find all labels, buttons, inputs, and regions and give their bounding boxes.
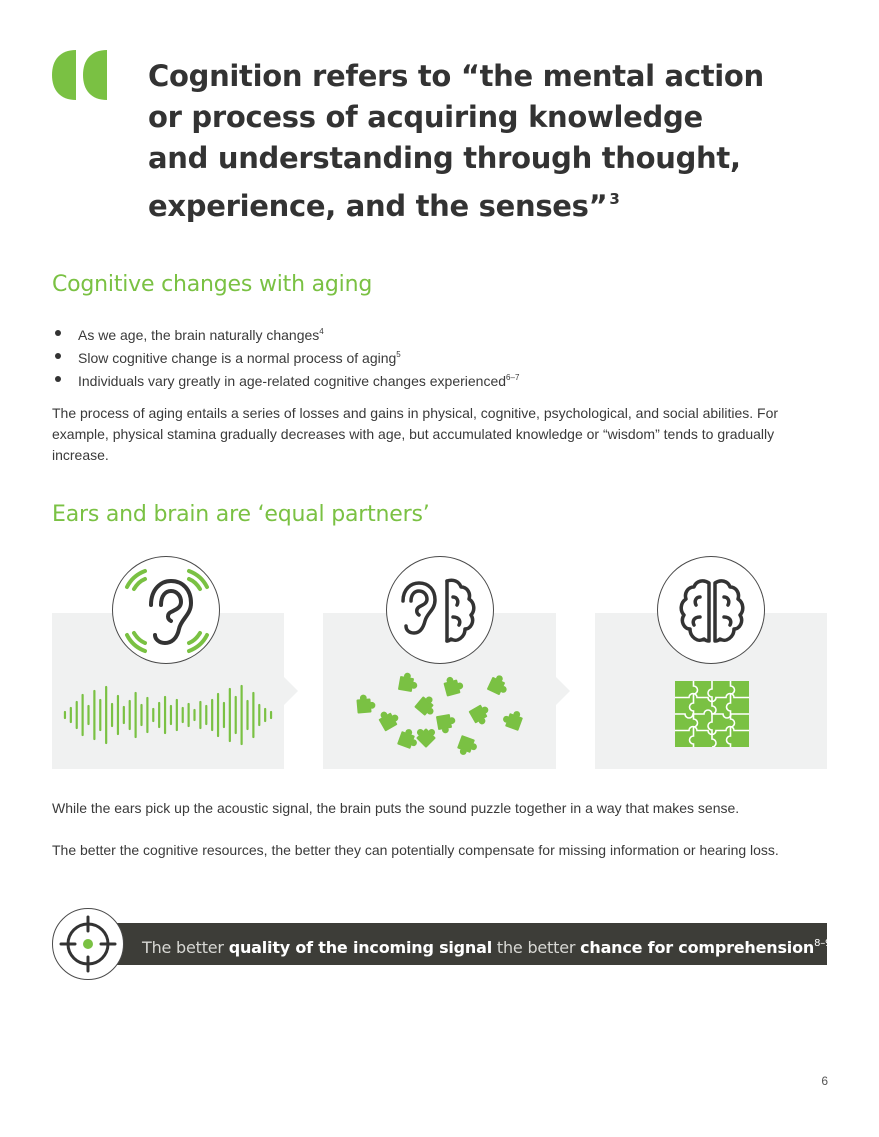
aging-bullet-list: [52, 322, 812, 391]
page-number: 6: [821, 1074, 828, 1088]
ears-paragraph-2: The better the cognitive resources, the better they can potentially compensate for missing information or hearing loss.: [52, 842, 779, 858]
banner-bold-2: chance for comprehension: [580, 938, 815, 957]
banner-mid: the better: [492, 938, 581, 957]
panel-arrow: [284, 677, 298, 705]
aging-heading: Cognitive changes with aging: [52, 272, 373, 297]
ear-brain-icon: [387, 557, 495, 665]
bullet-ref: 5: [396, 350, 401, 359]
quote-line: Cognition refers to “the mental action: [148, 59, 764, 93]
brain-icon: [658, 557, 766, 665]
ears-paragraph-1: While the ears pick up the acoustic signal, the brain puts the sound puzzle together in a way that makes sense.: [52, 800, 740, 816]
sound-wave-icon: [62, 684, 274, 746]
aging-paragraph: The process of aging entails a series of losses and gains in physical, cognitive, psychological, and social abilities. For example, physical stamina gradually decreases with age, but accumulated knowledge or “wisdom” tends to gradually increase.: [52, 405, 779, 463]
bullet-ref: 6–7: [506, 373, 520, 382]
ear-brain-circle: [386, 556, 494, 664]
list-item: [52, 322, 812, 345]
pull-quote: [148, 56, 788, 227]
list-item: [52, 345, 812, 368]
bullet-text: Slow cognitive change is a normal process of aging: [78, 350, 397, 366]
quote-footnote: 3: [609, 190, 620, 208]
panel-arrow: [556, 677, 570, 705]
bullet-ref: 4: [319, 327, 324, 336]
bullet-text: As we age, the brain naturally changes: [78, 327, 320, 343]
banner-pre: The better: [142, 938, 229, 957]
target-icon: [53, 909, 123, 979]
quote-line: and understanding through thought,: [148, 141, 741, 175]
assembled-puzzle-icon: [675, 681, 749, 747]
ears-heading: Ears and brain are ‘equal partners’: [52, 502, 430, 527]
quote-line: [148, 179, 788, 227]
banner-bold-1: quality of the incoming signal: [228, 938, 493, 957]
banner-ref: 8–9: [814, 938, 832, 949]
bullet-text: Individuals vary greatly in age-related cognitive changes experienced: [78, 373, 507, 389]
quote-mark-icon: [52, 50, 110, 100]
ear-icon: [113, 557, 221, 665]
list-item: [52, 368, 812, 391]
brain-circle: [657, 556, 765, 664]
quote-line: or process of acquiring knowledge: [148, 100, 703, 134]
ear-circle: [112, 556, 220, 664]
banner-text: [142, 923, 832, 965]
scattered-puzzle-icon: [350, 672, 530, 756]
quote-line-text: experience, and the senses”: [148, 189, 608, 223]
target-circle: [52, 908, 124, 980]
